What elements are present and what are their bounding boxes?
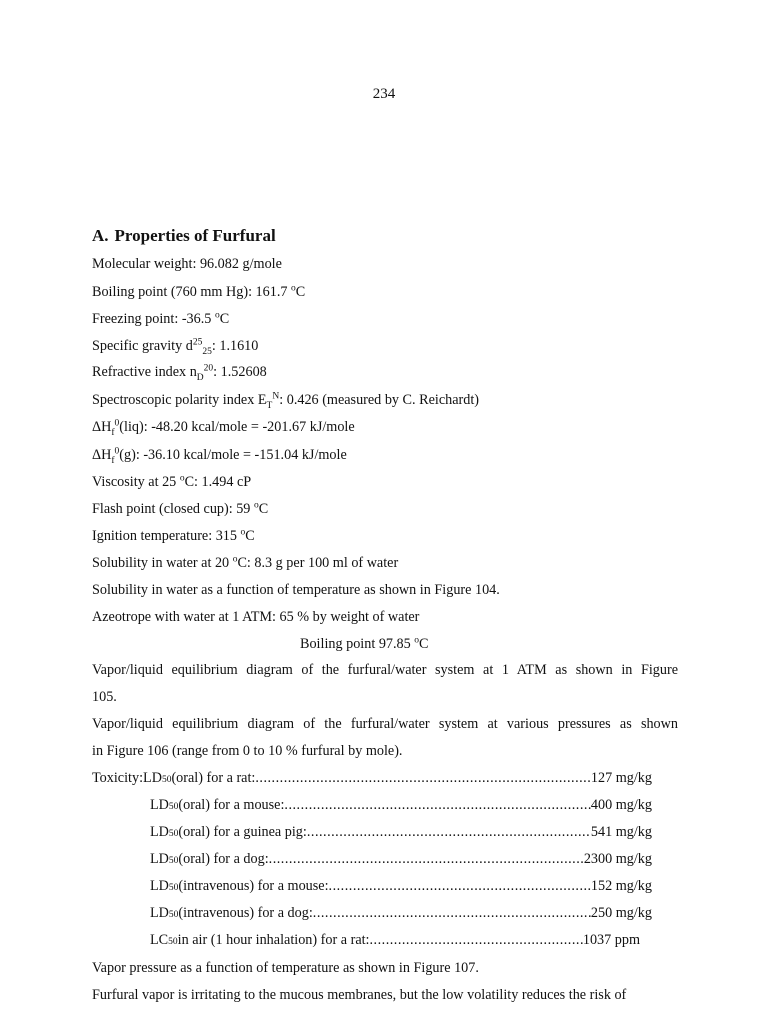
boiling-point: Boiling point (760 mm Hg): 161.7 $^o$C <box>92 283 306 300</box>
section-title: Properties of Furfural <box>114 226 276 245</box>
enthalpy-liquid: $\Delta H_f^0(liq)$: -48.20 kcal/mole = -201.67 kJ/mole <box>92 418 355 438</box>
azeotrope-boiling-point: Boiling point 97.85 $^o$C <box>300 635 429 652</box>
section-heading <box>92 226 276 246</box>
viscosity: Viscosity at 25 $^o$C: 1.494 cP <box>92 473 252 490</box>
toxicity-row: LD 50 (oral) for a dog: ..... 2300 mg/kg <box>150 851 652 868</box>
vle-1atm-line1: Vapor/liquid equilibrium diagram of the furfural/water system at 1 ATM as shown in Figure <box>92 662 678 678</box>
vle-1atm-line2: 105. <box>92 689 117 705</box>
toxicity-row: LD 50 (intravenous) for a dog: ..... 250 mg/kg <box>150 905 652 922</box>
leader-dots <box>370 932 583 949</box>
molecular-weight: Molecular weight: 96.082 g/mole <box>92 256 282 272</box>
vle-pressures-line1: Vapor/liquid equilibrium diagram of the furfural/water system at various pressures as shown <box>92 716 678 732</box>
vle-pressures-line2: in Figure 106 (range from 0 to 10 % furfural by mole). <box>92 743 403 759</box>
leader-dots <box>284 797 591 814</box>
flash-point: Flash point (closed cup): 59 $^o$C <box>92 500 269 517</box>
toxicity-value: 250 mg/kg <box>590 905 652 921</box>
leader-dots <box>329 878 591 895</box>
toxicity-row: LC 50 in air (1 hour inhalation) for a rat: ..... 1037 ppm <box>150 932 640 949</box>
refractive-index: Refractive index $n_D^{20}$: 1.52608 <box>92 363 267 383</box>
leader-dots <box>269 851 584 868</box>
section-label: A. <box>92 226 109 245</box>
enthalpy-gas: $\Delta H_f^0(g)$: -36.10 kcal/mole = -151.04 kJ/mole <box>92 446 347 466</box>
polarity-index: Spectroscopic polarity index $E_T^N$: 0.426 (measured by C. Reichardt) <box>92 391 479 411</box>
toxicity-row: LD 50 (intravenous) for a mouse: ..... 152 mg/kg <box>150 878 652 895</box>
leader-dots <box>255 770 591 787</box>
azeotrope: Azeotrope with water at 1 ATM: 65 % by weight of water <box>92 609 420 625</box>
page-number: 234 <box>372 86 396 102</box>
specific-gravity: Specific gravity $d^{25}_{25}$: 1.1610 <box>92 337 259 357</box>
leader-dots <box>313 905 591 922</box>
toxicity-value: 152 mg/kg <box>590 878 652 894</box>
vapor-pressure: Vapor pressure as a function of temperature as shown in Figure 107. <box>92 960 479 976</box>
toxicity-value: 541 mg/kg <box>590 824 652 840</box>
toxicity-value: 2300 mg/kg <box>583 851 652 867</box>
toxicity-row: Toxicity: LD 50 (oral) for a rat: ..... 127 mg/kg <box>92 770 652 787</box>
toxicity-row: LD 50 (oral) for a guinea pig: ..... 541 mg/kg <box>150 824 652 841</box>
toxicity-value: 127 mg/kg <box>590 770 652 786</box>
toxicity-value: 1037 ppm <box>582 932 640 948</box>
toxicity-intro: Toxicity: <box>92 770 144 786</box>
freezing-point: Freezing point: -36.5 $^o$C <box>92 310 230 327</box>
solubility: Solubility in water at 20 $^o$C: 8.3 g per 100 ml of water <box>92 554 399 571</box>
toxicity-row: LD 50 (oral) for a mouse: ..... 400 mg/kg <box>150 797 652 814</box>
irritation-text: Furfural vapor is irritating to the mucous membranes, but the low volatility reduces the risk of <box>92 987 627 1003</box>
solubility-figure-ref: Solubility in water as a function of temperature as shown in Figure 104. <box>92 582 500 598</box>
toxicity-value: 400 mg/kg <box>590 797 652 813</box>
leader-dots <box>307 824 591 841</box>
ignition-temperature: Ignition temperature: 315 $^o$C <box>92 527 255 544</box>
